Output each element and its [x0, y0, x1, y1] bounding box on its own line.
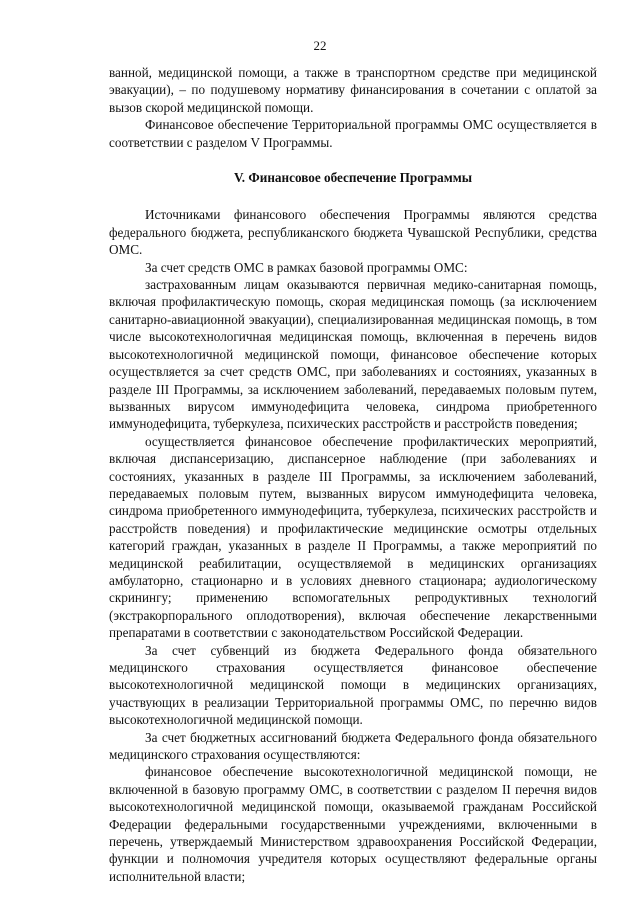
paragraph-budget-allocations: За счет бюджетных ассигнований бюджета Федерального фонда обязательного медицинского страхования осуществляются: [109, 729, 597, 763]
paragraph-hitech-care: финансовое обеспечение высокотехнологичной медицинской помощи, не включенной в базовую программу ОМС, в соответствии с разделом II перечня видов высокотехнологичной медицинской помощи, оказываемой гражданам Российской Федерации федеральными государственными учреждениями, включенными в перечень, утверждаемый Министерством здравоохранения Российской Федерации, функции и полномочия учредителя которых осуществляют федеральные органы исполнительной власти; [109, 764, 597, 884]
paragraph-financing-sources: Источниками финансового обеспечения Программы являются средства федерального бюджета, республиканского бюджета Чувашской Республики, средства ОМС. [109, 207, 597, 258]
paragraph-subventions: За счет субвенций из бюджета Федерального фонда обязательного медицинского страхования осуществляется финансовое обеспечение высокотехнологичной медицинской помощи в медицинских организациях, участвующих в реализации Территориальной программы ОМС, по перечню видов высокотехнологичной медицинской помощи. [109, 642, 597, 728]
page-number: 22 [313, 38, 327, 53]
paragraph-continuation: ванной, медицинской помощи, а также в транспортном средстве при медицинской эвакуации), – по подушевому нормативу финансирования в сочетании с оплатой за вызов скорой медицинской помощи. [109, 65, 597, 115]
section-heading: V. Финансовое обеспечение Программы [233, 170, 473, 186]
paragraph-oms-intro: За счет средств ОМС в рамках базовой программы ОМС: [145, 259, 468, 275]
paragraph-territorial-financing: Финансовое обеспечение Территориальной программы ОМС осуществляется в соответствии с разделом V Программы. [109, 117, 597, 150]
paragraph-insured-persons: застрахованным лицам оказываются первичная медико-санитарная помощь, включая профилактическую помощь, скорая медицинская помощь (за исключением санитарно-авиационной эвакуации), специализированная медицинская помощь, в том числе высокотехнологичная медицинская помощь, включенная в перечень видов высокотехнологичной медицинской помощи, финансовое обеспечение которых осуществляется за счет средств ОМС, при заболеваниях и состояниях, указанных в разделе III Программы, за исключением заболеваний, передаваемых половым путем, вызванных вирусом иммунодефицита человека, синдрома приобретенного иммунодефицита, туберкулеза, психических расстройств и расстройств поведения; [109, 277, 597, 432]
document-body [109, 64, 597, 885]
paragraph-preventive-measures: осуществляется финансовое обеспечение профилактических мероприятий, включая диспансеризацию, диспансерное наблюдение (при заболеваниях и состояниях, указанных в разделе III Программы, за исключением заболеваний, передаваемых половым путем, вызванных вирусом иммунодефицита человека, синдрома приобретенного иммунодефицита, туберкулеза, психических расстройств и расстройств поведения) и профилактические медицинские осмотры отдельных категорий граждан, указанных в разделе II Программы, а также мероприятий по медицинской реабилитации, осуществляемой в медицинских организациях амбулаторно, стационарно и в условиях дневного стационара; аудиологическому скринингу; применению вспомогательных репродуктивных технологий (экстракорпорального оплодотворения), включая обеспечение лекарственными препаратами в соответствии с законодательством Российской Федерации. [109, 433, 597, 641]
